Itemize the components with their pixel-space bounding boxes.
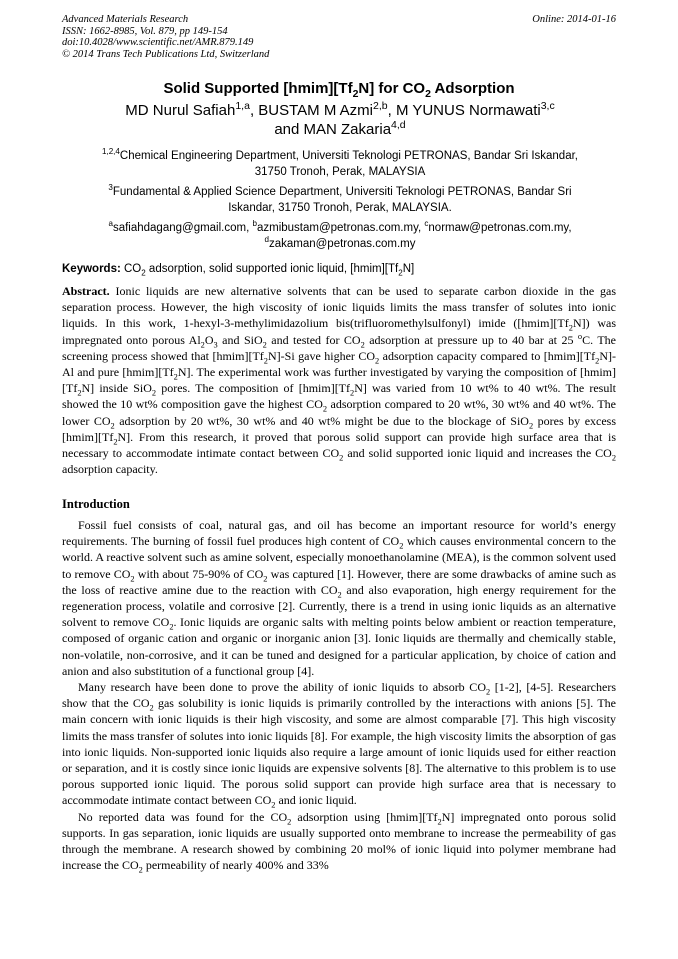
author-emails: $^a$safiahdagang@gmail.com, $^b$azmibustam@petronas.com.my, $^c$normaw@petronas.com.my, $^d$zakaman@petronas.com.my: [108, 219, 572, 250]
intro-paragraph-1: Fossil fuel consists of coal, natural gas, and oil has become an important resource for world’s energy requirements. The burning of fossil fuel produces high content of $CO_2$ which causes environmental concern to the world. A reactive solvent such as amine solvent, especially monoethanolamine (MEA), is the common solvent used to remove $CO_2$ with about 75-90% of $CO_2$ was captured [1]. However, there are some drawbacks of amine such as the loss of reactive amine due to the reaction with $CO_2$ and also evaporation, high energy requirement for the regeneration process, volatile and corrosive [2]. Currently, there is a trend in using ionic liquids as an alternative solvent to remove $CO_2$. Ionic liquids are organic salts with melting points below ambient or reaction temperature, composed of organic cation and organic or inorganic anion [3]. Ionic liquids are thermally and chemically stable, non-volatile, non-corrosive, and it can be tuned and designed for a particular application, by choice of cation and anion and also substitution of a functional group [4].: [62, 518, 617, 678]
abstract-label: Abstract.: [62, 284, 110, 298]
abstract: Abstract. Ionic liquids are new alternative solvents that can be used to separate carbon dioxide in the gas separation process. However, the high viscosity of ionic liquids limits the mass transfer of solutes into ionic liquids. In this work, 1-hexyl-3-methylimidazolium bis(trifluoromethylsulfonyl) imide $([hmim][Tf_2N])$ was impregnated onto porous $Al_2O_3$ and SiO$_2$ and tested for $CO_2$ adsorption at pressure up to 40 bar at 25 $^o$C. The screening process showed that $[hmim][Tf_2N]-Si$ gave higher $CO_2$ adsorption capacity compared to $[hmim][Tf_2N]-Al$ and pure $[hmim][Tf_2N]$. The experimental work was further investigated by varying the composition of $[hmim][Tf_2N]$ inside SiO$_2$ pores. The composition of $[hmim][Tf_2N]$ was varied from 10 wt% to 40 wt%. The result showed the 10 wt% composition gave the highest $CO_2$ adsorption compared to 20 wt%, 30 wt% and 40 wt%. The lower $CO_2$ adsorption by 20 wt%, 30 wt% and 40 wt% might be due to the blockage of SiO$_2$ pores by excess $[hmim][Tf_2N]$. From this research, it proved that porous solid support can provide high surface area that is necessary to accommodate intimate contact between $CO_2$ and solid supported ionic liquid and increases the $CO_2$ adsorption capacity.: [62, 284, 617, 477]
journal-doi: doi:10.4028/www.scientific.net/AMR.879.149: [62, 37, 254, 48]
keywords-label: Keywords:: [62, 263, 121, 275]
journal-name: Advanced Materials Research: [62, 14, 189, 25]
introduction-body: [62, 517, 616, 873]
author-list: MD Nurul Safiah$^{1,a}$, BUSTAM M Azmi$^{2,b}$, M YUNUS Normawati$^{3,c}$ and MAN Zakaria$^{4,d}$: [125, 100, 555, 138]
journal-issn: ISSN: 1662-8985, Vol. 879, pp 149-154: [62, 25, 228, 37]
intro-paragraph-3: No reported data was found for the $CO_2$ adsorption using $[hmim][Tf_2N]$ impregnated onto porous solid supports. In gas separation, ionic liquids are usually supported onto membrane to increase the permeability of gas through the membrane. A research showed by combining 20 mol% of ionic liquid into polymer membrane had increase the $CO_2$ permeability of nearly 400% and 33%: [62, 809, 616, 875]
intro-paragraph-2: Many research have been done to prove the ability of ionic liquids to absorb $CO_2$ [1-2], [4-5]. Researchers show that the $CO_2$ gas solubility is ionic liquids is primarily controlled by the interactions with anions [5]. The main concern with ionic liquids is their high viscosity, and some are almost comparable [7]. This high viscosity limits the mass transfer of solutes into ionic liquids [8]. For example, the high viscosity limits the absorption of gas into ionic liquids. Non-supported ionic liquids also require a large amount of ionic liquids used for either reaction or separation, and it is costly since ionic liquids are expensive solvents [8]. The alternative to this problem is to use porous supported ionic liquid. The porous solid support can provide high surface area that is necessary to accommodate intimate contact between $CO_2$ and ionic liquid.: [62, 680, 616, 810]
paper-title: Solid Supported $[hmim][Tf_2N]$ for $CO_2$ Adsorption: [163, 80, 515, 100]
introduction-heading: Introduction: [62, 497, 130, 511]
journal-copyright: © 2014 Trans Tech Publications Ltd, Switzerland: [62, 48, 270, 60]
affiliation-2: $^3$Fundamental & Applied Science Department, Universiti Teknologi PETRONAS, Bandar Sri Iskandar, 31750 Tronoh, Perak, MALAYSIA.: [108, 183, 572, 214]
online-date: Online: 2014-01-16: [532, 14, 616, 25]
affiliation-1: $^{1,2,4}$Chemical Engineering Department, Universiti Teknologi PETRONAS, Bandar Sri Iskandar, 31750 Tronoh, Perak, MALAYSIA: [102, 147, 578, 178]
keywords: Keywords: $CO_2$ adsorption, solid supported ionic liquid, $[hmim][Tf_2N]$: [62, 263, 415, 278]
journal-meta: [62, 14, 269, 60]
